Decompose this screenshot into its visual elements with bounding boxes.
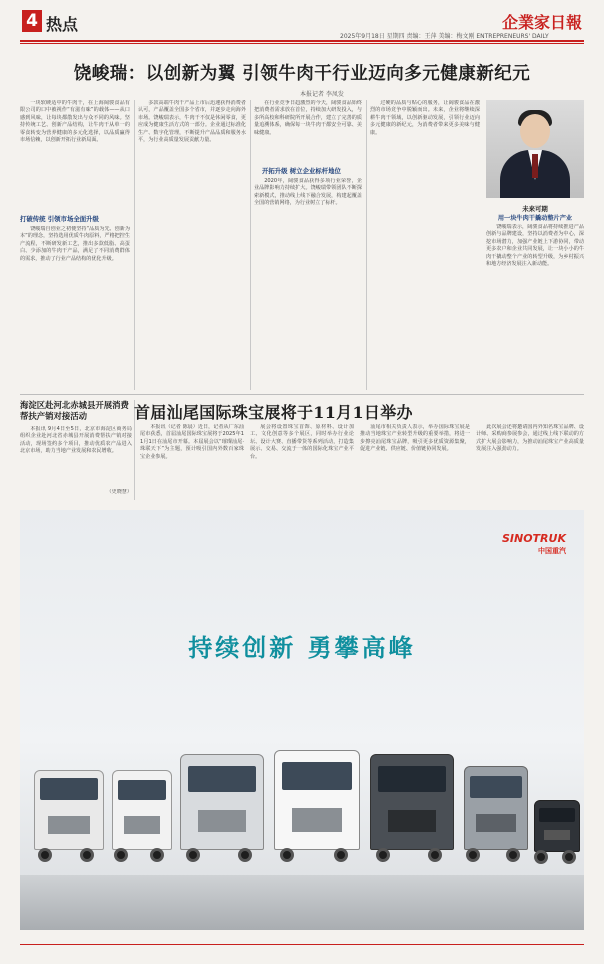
truck-icon — [180, 754, 264, 870]
column-divider — [366, 100, 367, 390]
section-divider — [20, 394, 584, 395]
truck-advertisement — [20, 510, 584, 930]
truck-icon — [34, 770, 104, 870]
footer-rule — [20, 944, 584, 945]
article2-col1: 本报讯（记者 陈晨）近日，记者从广东汕尾市获悉，首届汕尾国际珠宝展将于2025年11月1日在汕尾市开幕。本届展会以“璀璨汕尾·珠联天下”为主题，预计吸引国内外数百家珠宝企业参展。 — [140, 424, 244, 460]
ad-brand-cn: 中国重汽 — [538, 547, 566, 555]
article1-col4: 过硬的品质与贴心的服务，让阔骏食品在激烈的市场竞争中脱颖而出。未来，企业将继续深耕牛肉干领域，以创新驱动发展，引领行业迈向多元健康的新纪元，为消费者带来更多美味与健康。 — [370, 100, 480, 136]
header-rule-thin — [20, 43, 584, 44]
portrait-photo — [486, 100, 584, 198]
article1-col1b: 饶峻瑞自创业之初便坚持“品质为先、创新为本”的理念，坚持选用优质牛肉原料，严格把控生产流程，不断研发新工艺，推出多款低脂、高蛋白、少添加的牛肉干产品，满足了不同消费群体的需求，推动了行业产品结构的优化升级。 — [20, 226, 130, 262]
article2-left-author: （史晓慧） — [106, 489, 132, 495]
truck-icon — [112, 770, 172, 870]
column-divider — [134, 100, 135, 390]
page-number-badge: 4 — [22, 10, 42, 32]
column-divider — [250, 100, 251, 390]
section-title: 热点 — [46, 15, 79, 34]
truck-icon — [370, 754, 454, 870]
side-title: 未来可期 — [522, 205, 548, 213]
truck-icon — [464, 766, 528, 870]
pickup-icon — [534, 800, 580, 870]
article1-byline: 本报记者 李凤发 — [300, 91, 344, 98]
article1-col3b: 2020年，阔骏食品获得多项行业荣誉，企业品牌影响力持续扩大。饶峻瑞带领团队不断探索新模式，推动线上线下融合发展，构建起覆盖全国的营销网络，为行业树立了标杆。 — [254, 178, 362, 207]
article2-headline: 首届汕尾国际珠宝展将于11月1日举办 — [134, 403, 413, 422]
newspaper-logo: 企業家日報 — [501, 13, 582, 32]
article2-left-text: 本报讯 9月4日至5日，北京市海淀区商务局组织企业赴河北省赤城县开展消费帮扶产销对接活动，现场签约多个项目，推动优质农产品进入北京市场，助力当地产业发展和农民增收。 — [20, 426, 132, 455]
article2-col4: 此次展会还将邀请国内外知名珠宝品牌、设计师、采购商参展参会，通过线上线下联动的方式扩大展会影响力，为推动汕尾珠宝产业高质量发展注入强劲动力。 — [476, 424, 584, 453]
article2-col2: 展会将设置珠宝首饰、原材料、设计加工、文化创意等多个展区，同时举办行业论坛、设计大赛、直播带货等系列活动，打造集展示、交易、交流于一体的国际化珠宝产业平台。 — [250, 424, 354, 460]
article1-headline: 饶峻瑞：以创新为翼 引领牛肉干行业迈向多元健康新纪元 — [73, 64, 531, 84]
side-column: 饶峻瑞表示，阔骏食品将持续推进产品创新与品牌建设，坚持以消费者为中心，深挖市场潜力，加强产业链上下游协同，带动更多农户和企业共同发展，让一块小小的牛肉干撬动整个产业的转型升级，为乡村振兴和地方经济发展注入新动能。 — [486, 224, 584, 268]
article1-col3: 在行业竞争日趋激烈的今天，阔骏食品始终把消费者需求放在首位，持续加大研发投入，与多所高校和科研院所开展合作，建立了完善的质量追溯体系，确保每一块牛肉干都安全可靠、美味健康。 — [254, 100, 362, 136]
article1-subhead1: 打破传统 引领市场全面升级 — [20, 215, 99, 223]
dateline: 2025年9月18日 星期四 责编：王萍 美编：梅文刚 ENTREPRENEURS' DAILY — [340, 33, 549, 40]
article1-subhead2: 开拓升级 树立企业标杆地位 — [262, 167, 341, 175]
article1-col1: 一块软硬适中的牛肉干，在上海阔骏食品有限公司的口中被视作“有滋有味”的载体——从口感到风味，让每块都散发出与众不同的风味。坚持传统工艺、创新产品结构，让牛肉干从单一的零食转变为营养健康的多元化选择，以品质赢得市场信赖，以创新开拓行业新局面。 — [20, 100, 130, 144]
article2-left-headline: 海淀区赴河北赤城县开展消费帮扶产销对接活动 — [20, 400, 129, 421]
truck-icon — [274, 750, 360, 870]
ad-slogan: 持续创新 勇攀高峰 — [188, 634, 416, 662]
article1-col2: 多款高端牛肉干产品上市后迅速获得消费者认可，产品覆盖全国多个省市，并逐步走向海外市场。饶峻瑞表示，牛肉干不仅是休闲零食，更应成为健康生活方式的一部分。企业通过标准化生产、数字化管理，不断提升产品品质和服务水平，为行业高质量发展贡献力量。 — [138, 100, 246, 144]
header-rule — [20, 40, 584, 42]
side-subtitle: 用一块牛肉干撬动整片产业 — [497, 215, 573, 222]
ad-brand-logo: SINOTRUK — [501, 532, 566, 545]
article2-col3: 汕尾市相关负责人表示，举办国际珠宝展是推动当地珠宝产业转型升级的重要举措，将进一步擦亮汕尾珠宝品牌，吸引更多优质资源集聚，促进产业链、供应链、价值链协同发展。 — [360, 424, 470, 453]
ad-road — [20, 875, 584, 930]
